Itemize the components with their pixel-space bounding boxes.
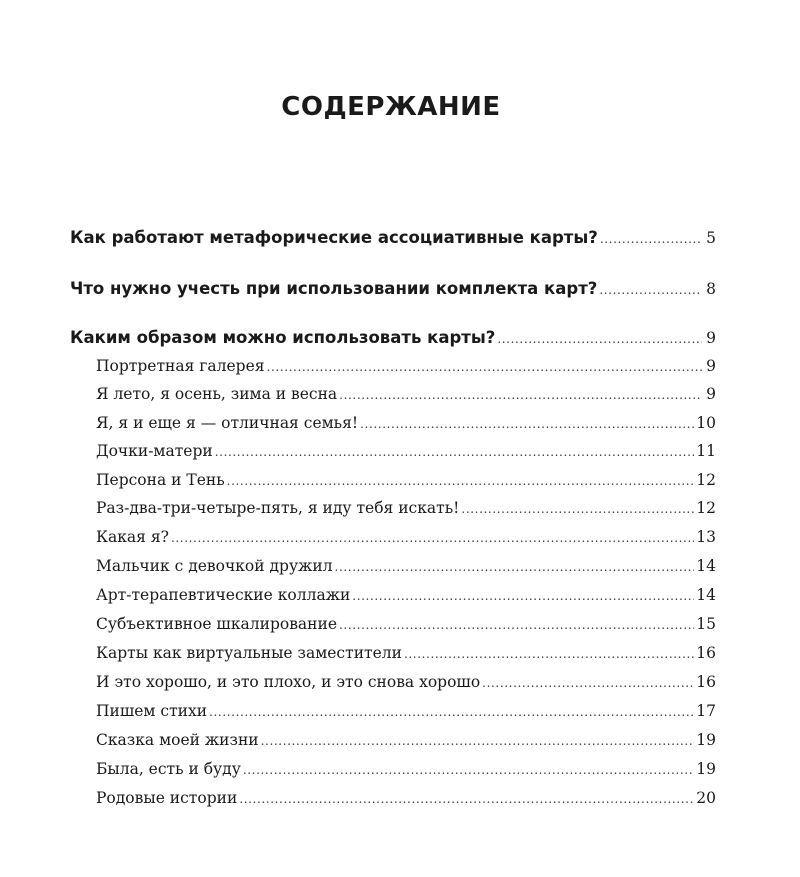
toc-section[interactable]: [96, 641, 716, 665]
toc-entry-title: Что нужно учесть при использовании комплекта карт?: [70, 279, 598, 298]
toc-section[interactable]: [96, 354, 716, 378]
toc-entry-title: Карты как виртуальные заместители: [96, 644, 402, 662]
toc-entry-title: Какая я?: [96, 528, 169, 546]
toc-entry-title: Я, я и еще я — отличная семья!: [96, 414, 359, 432]
toc-entry-title: И это хорошо, и это плохо, и это снова хорошо: [96, 673, 481, 691]
toc-entry-title: Сказка моей жизни: [96, 731, 259, 749]
toc-entry-title: Раз-два-три-четыре-пять, я иду тебя искать!: [96, 499, 460, 517]
toc-page-number: 8: [706, 280, 716, 298]
toc-page-number: 9: [706, 357, 716, 375]
toc-section[interactable]: [96, 583, 716, 607]
dot-leader: [600, 227, 702, 251]
dot-leader: [227, 469, 695, 493]
toc-section[interactable]: [96, 439, 716, 463]
toc-entry-title: Как работают метафорические ассоциативные карты?: [70, 228, 598, 247]
dot-leader: [360, 412, 694, 436]
toc-entry-title: Мальчик с девочкой дружил: [96, 557, 333, 575]
toc-entry-title: Персона и Тень: [96, 471, 225, 489]
dot-leader: [461, 497, 694, 521]
toc-section[interactable]: [96, 728, 716, 752]
toc-section[interactable]: [96, 786, 716, 810]
toc-section[interactable]: [96, 525, 716, 549]
toc-chapter[interactable]: [70, 277, 716, 301]
toc-page-number: 20: [696, 789, 716, 807]
toc-section[interactable]: [96, 612, 716, 636]
dot-leader: [171, 526, 694, 550]
dot-leader: [335, 555, 695, 579]
dot-leader: [239, 787, 694, 811]
toc-page-number: 10: [696, 414, 716, 432]
toc-entry-title: Субъективное шкалирование: [96, 615, 337, 633]
toc-entry-title: Пишем стихи: [96, 702, 208, 720]
toc-entry-title: Портретная галерея: [96, 357, 265, 375]
toc-section[interactable]: [96, 554, 716, 578]
dot-leader: [267, 355, 702, 379]
toc-page-number: 9: [706, 329, 716, 347]
toc-section[interactable]: [96, 468, 716, 492]
dot-leader: [215, 440, 695, 464]
toc-entry-title: Дочки-матери: [96, 442, 213, 460]
toc-entry-title: Была, есть и буду: [96, 760, 241, 778]
toc-page-number: 13: [696, 528, 716, 546]
dot-leader: [599, 278, 702, 302]
dot-leader: [261, 729, 695, 753]
toc-page-number: 11: [696, 442, 716, 460]
dot-leader: [339, 383, 702, 407]
toc-page-number: 14: [696, 586, 716, 604]
toc-section[interactable]: [96, 670, 716, 694]
toc-entry-title: Я лето, я осень, зима и весна: [96, 385, 338, 403]
dot-leader: [243, 758, 694, 782]
toc-section[interactable]: [96, 699, 716, 723]
toc-page-number: 14: [696, 557, 716, 575]
toc-section[interactable]: [96, 496, 716, 520]
dot-leader: [209, 700, 694, 724]
toc-entry-title: Родовые истории: [96, 789, 238, 807]
toc-page-number: 12: [696, 471, 716, 489]
toc-chapter[interactable]: [70, 326, 716, 350]
toc-chapter[interactable]: [70, 226, 716, 250]
toc-section[interactable]: [96, 382, 716, 406]
toc-section[interactable]: [96, 757, 716, 781]
dot-leader: [482, 671, 694, 695]
toc-page-number: 5: [706, 229, 716, 247]
toc-page-number: 16: [696, 673, 716, 691]
dot-leader: [339, 613, 694, 637]
toc-page-number: 19: [696, 760, 716, 778]
toc-page-number: 19: [696, 731, 716, 749]
toc-page-number: 15: [696, 615, 716, 633]
toc-page-number: 12: [696, 499, 716, 517]
dot-leader: [352, 584, 694, 608]
toc-entry-title: Каким образом можно использовать карты?: [70, 328, 496, 347]
page-title: СОДЕРЖАНИЕ: [281, 92, 501, 122]
toc-page-number: 17: [696, 702, 716, 720]
dot-leader: [497, 327, 702, 351]
toc-page-number: 9: [706, 385, 716, 403]
toc-page-number: 16: [696, 644, 716, 662]
toc-section[interactable]: [96, 411, 716, 435]
toc-entry-title: Арт-терапевтические коллажи: [96, 586, 351, 604]
dot-leader: [404, 642, 694, 666]
